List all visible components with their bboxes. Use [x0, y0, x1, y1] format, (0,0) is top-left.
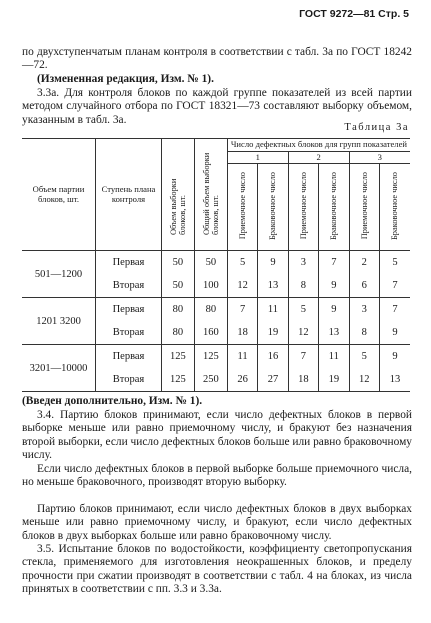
total-cell: 250	[194, 368, 227, 392]
stage-cell: Вторая	[96, 321, 162, 345]
accept-2-cell: 5	[288, 298, 318, 322]
reject-3-cell: 9	[379, 321, 410, 345]
reject-2-cell: 7	[319, 251, 349, 275]
paragraph-3-3a: 3.3а. Для контроля блоков по каждой группе показателей из всей партии методом случайного отбора по ГОСТ 18321—73 составляют выборку объемом, указанным в табл. 3а.	[22, 87, 412, 126]
reject-1-cell: 9	[258, 251, 288, 275]
table-row	[22, 298, 410, 322]
reject-2-cell: 13	[319, 321, 349, 345]
header-accept-1: Приемочное число	[227, 164, 257, 251]
accept-1-cell: 18	[227, 321, 257, 345]
table-3a	[22, 138, 410, 392]
accept-3-cell: 3	[349, 298, 379, 322]
sample-cell: 125	[161, 345, 194, 369]
reject-3-cell: 7	[379, 298, 410, 322]
accept-1-cell: 7	[227, 298, 257, 322]
reject-1-cell: 27	[258, 368, 288, 392]
amendment-note-1: (Измененная редакция, Изм. № 1).	[37, 73, 214, 85]
sample-cell: 50	[161, 251, 194, 275]
accept-3-cell: 2	[349, 251, 379, 275]
reject-2-cell: 9	[319, 298, 349, 322]
reject-1-cell: 11	[258, 298, 288, 322]
reject-2-cell: 9	[319, 274, 349, 298]
header-sample-size: Объем выборки блоков, шт.	[161, 139, 194, 251]
accept-1-cell: 11	[227, 345, 257, 369]
accept-2-cell: 7	[288, 345, 318, 369]
header-reject-1: Браковочное число	[258, 164, 288, 251]
total-cell: 160	[194, 321, 227, 345]
total-cell: 125	[194, 345, 227, 369]
header-stage: Ступень плана контроля	[96, 139, 162, 251]
total-cell: 50	[194, 251, 227, 275]
lot-size-cell: 501—1200	[22, 251, 96, 298]
paragraph-acceptance: Партию блоков принимают, если число дефектных блоков в двух выборках меньше или равно приемочному числу, и бракуют, если число дефектных блоков в двух выборках больше или равно браковочному числу.	[22, 503, 412, 542]
header-group-1: 1	[227, 151, 288, 164]
header-accept-3: Приемочное число	[349, 164, 379, 251]
total-cell: 80	[194, 298, 227, 322]
accept-2-cell: 3	[288, 251, 318, 275]
accept-1-cell: 5	[227, 251, 257, 275]
stage-cell: Первая	[96, 251, 162, 275]
table-caption: Таблица 3а	[344, 122, 409, 133]
sample-cell: 125	[161, 368, 194, 392]
header-total-sample: Общий объем выборки блоков, шт.	[194, 139, 227, 251]
header-reject-2: Браковочное число	[319, 164, 349, 251]
accept-1-cell: 12	[227, 274, 257, 298]
header-group-3: 3	[349, 151, 410, 164]
accept-3-cell: 5	[349, 345, 379, 369]
stage-cell: Вторая	[96, 274, 162, 298]
accept-1-cell: 26	[227, 368, 257, 392]
reject-3-cell: 9	[379, 345, 410, 369]
header-group-2: 2	[288, 151, 349, 164]
header-lot-size: Объем партии блоков, шт.	[22, 139, 96, 251]
total-cell: 100	[194, 274, 227, 298]
header-accept-2: Приемочное число	[288, 164, 318, 251]
accept-2-cell: 8	[288, 274, 318, 298]
accept-2-cell: 18	[288, 368, 318, 392]
sample-cell: 50	[161, 274, 194, 298]
paragraph-3-5: 3.5. Испытание блоков по водостойкости, коэффициенту светопропускания стекла, применяемого для изготовления неокрашенных блоков, и пределу прочности при сжатии производят в соответствии с табл. 4 на блоках, из числа принятых в соответствии с пп. 3.3 и 3.3а.	[22, 543, 412, 596]
reject-1-cell: 16	[258, 345, 288, 369]
reject-2-cell: 19	[319, 368, 349, 392]
table-row	[22, 251, 410, 275]
accept-3-cell: 6	[349, 274, 379, 298]
paragraph-3-4: 3.4. Партию блоков принимают, если число дефектных блоков в первой выборке меньше или равно приемочному числу, и бракуют без назначения второй выборки, если число дефектных блоков больше или равно браковочному числу.	[22, 409, 412, 462]
table-row	[22, 345, 410, 369]
page-header: ГОСТ 9272—81 Стр. 5	[299, 8, 409, 20]
reject-3-cell: 13	[379, 368, 410, 392]
accept-3-cell: 12	[349, 368, 379, 392]
paragraph-continuation: по двухступенчатым планам контроля в соответствии с табл. 3а по ГОСТ 18242—72.	[22, 46, 412, 72]
paragraph-second-sample: Если число дефектных блоков в первой выборке больше приемочного числа, но меньше браковочного, производят вторую выборку.	[22, 463, 412, 489]
reject-3-cell: 5	[379, 251, 410, 275]
stage-cell: Вторая	[96, 368, 162, 392]
accept-3-cell: 8	[349, 321, 379, 345]
sample-cell: 80	[161, 321, 194, 345]
header-reject-3: Браковочное число	[379, 164, 410, 251]
reject-1-cell: 19	[258, 321, 288, 345]
reject-3-cell: 7	[379, 274, 410, 298]
accept-2-cell: 12	[288, 321, 318, 345]
sample-cell: 80	[161, 298, 194, 322]
stage-cell: Первая	[96, 345, 162, 369]
header-defects: Число дефектных блоков для групп показателей	[227, 139, 410, 152]
lot-size-cell: 1201 3200	[22, 298, 96, 345]
reject-2-cell: 11	[319, 345, 349, 369]
amendment-note-2: (Введен дополнительно, Изм. № 1).	[22, 395, 203, 407]
reject-1-cell: 13	[258, 274, 288, 298]
lot-size-cell: 3201—10000	[22, 345, 96, 392]
stage-cell: Первая	[96, 298, 162, 322]
